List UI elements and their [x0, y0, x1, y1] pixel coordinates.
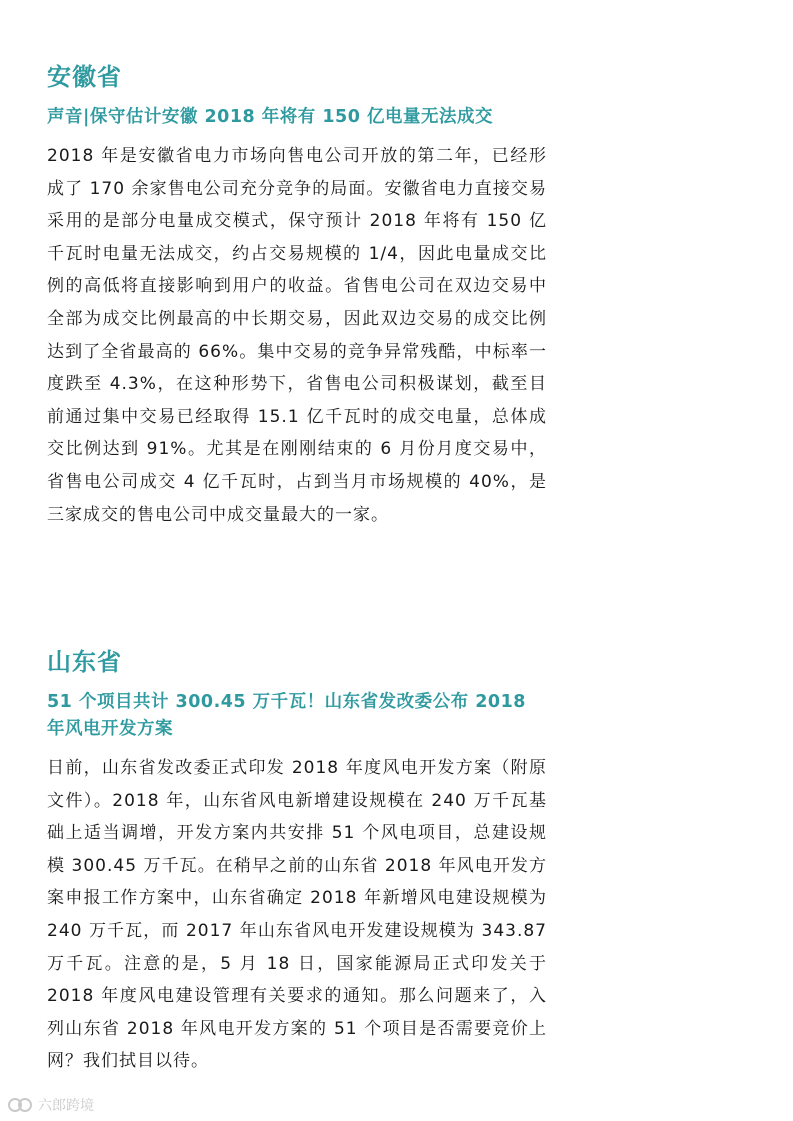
brand-logo-icon: [8, 1096, 34, 1114]
article-subtitle: 声音|保守估计安徽 2018 年将有 150 亿电量无法成交: [47, 107, 493, 127]
province-heading: 安徽省: [47, 63, 122, 91]
article-body: 日前，山东省发改委正式印发 2018 年度风电开发方案（附原文件）。2018 年，山东省风电新增建设规模在 240 万千瓦基础上适当调增，开发方案内共安排 51 个风电项目，总建设规模 300.45 万千瓦。在稍早之前的山东省 2018 年风电开发方案申报工作方案中，山东省确定 2018 年新增风电建设规模为 240 万千瓦，而 2017 年山东省风电开发建设规模为 343.87 万千瓦。注意的是，5 月 18 日，国家能源局正式印发关于 2018 年度风电建设管理有关要求的通知。那么问题来了，入列山东省 2018 年风电开发方案的 51 个项目是否需要竞价上网？我们拭目以待。: [47, 758, 547, 1072]
watermark-text: 六郎跨境: [38, 1098, 94, 1114]
province-heading: 山东省: [47, 648, 122, 676]
section-anhui: [47, 60, 547, 531]
watermark: [8, 1094, 94, 1116]
article-body: 2018 年是安徽省电力市场向售电公司开放的第二年，已经形成了 170 余家售电公司充分竞争的局面。安徽省电力直接交易采用的是部分电量成交模式，保守预计 2018 年将有 150 亿千瓦时电量无法成交，约占交易规模的 1/4，因此电量成交比例的高低将直接影响到用户的收益。省售电公司在双边交易中全部为成交比例最高的中长期交易，因此双边交易的成交比例达到了全省最高的 66%。集中交易的竞争异常残酷，中标率一度跌至 4.3%，在这种形势下，省售电公司积极谋划，截至目前通过集中交易已经取得 15.1 亿千瓦时的成交电量，总体成交比例达到 91%。尤其是在刚刚结束的 6 月份月度交易中，省售电公司成交 4 亿千瓦时，占到当月市场规模的 40%，是三家成交的售电公司中成交量最大的一家。: [47, 146, 547, 525]
section-shandong: [47, 645, 547, 1078]
article-subtitle: 51 个项目共计 300.45 万千瓦！山东省发改委公布 2018 年风电开发方案: [47, 692, 526, 739]
